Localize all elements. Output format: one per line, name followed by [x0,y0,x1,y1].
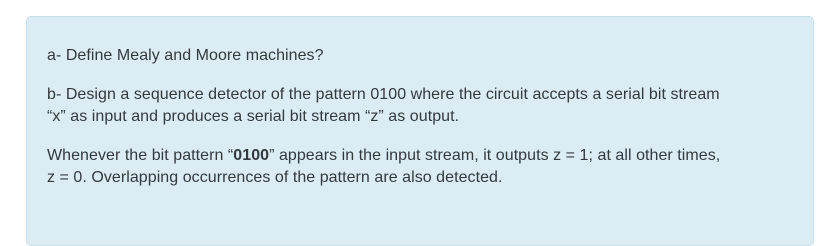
question-part-b [47,84,793,128]
question-card [26,16,814,246]
part-b-line-2: “x” as input and produces a serial bit stream “z” as output. [47,108,460,125]
detail-suffix: ” appears in the input stream, it outputs z = 1; at all other times, [269,147,721,164]
question-detail [47,145,793,189]
detail-pattern: 0100 [233,147,270,164]
detail-line-2: z = 0. Overlapping occurrences of the pattern are also detected. [47,169,503,186]
detail-prefix: Whenever the bit pattern “ [47,147,234,164]
question-part-a: a- Define Mealy and Moore machines? [47,47,324,64]
part-b-line-1: b- Design a sequence detector of the pattern 0100 where the circuit accepts a serial bit stream [47,86,720,103]
